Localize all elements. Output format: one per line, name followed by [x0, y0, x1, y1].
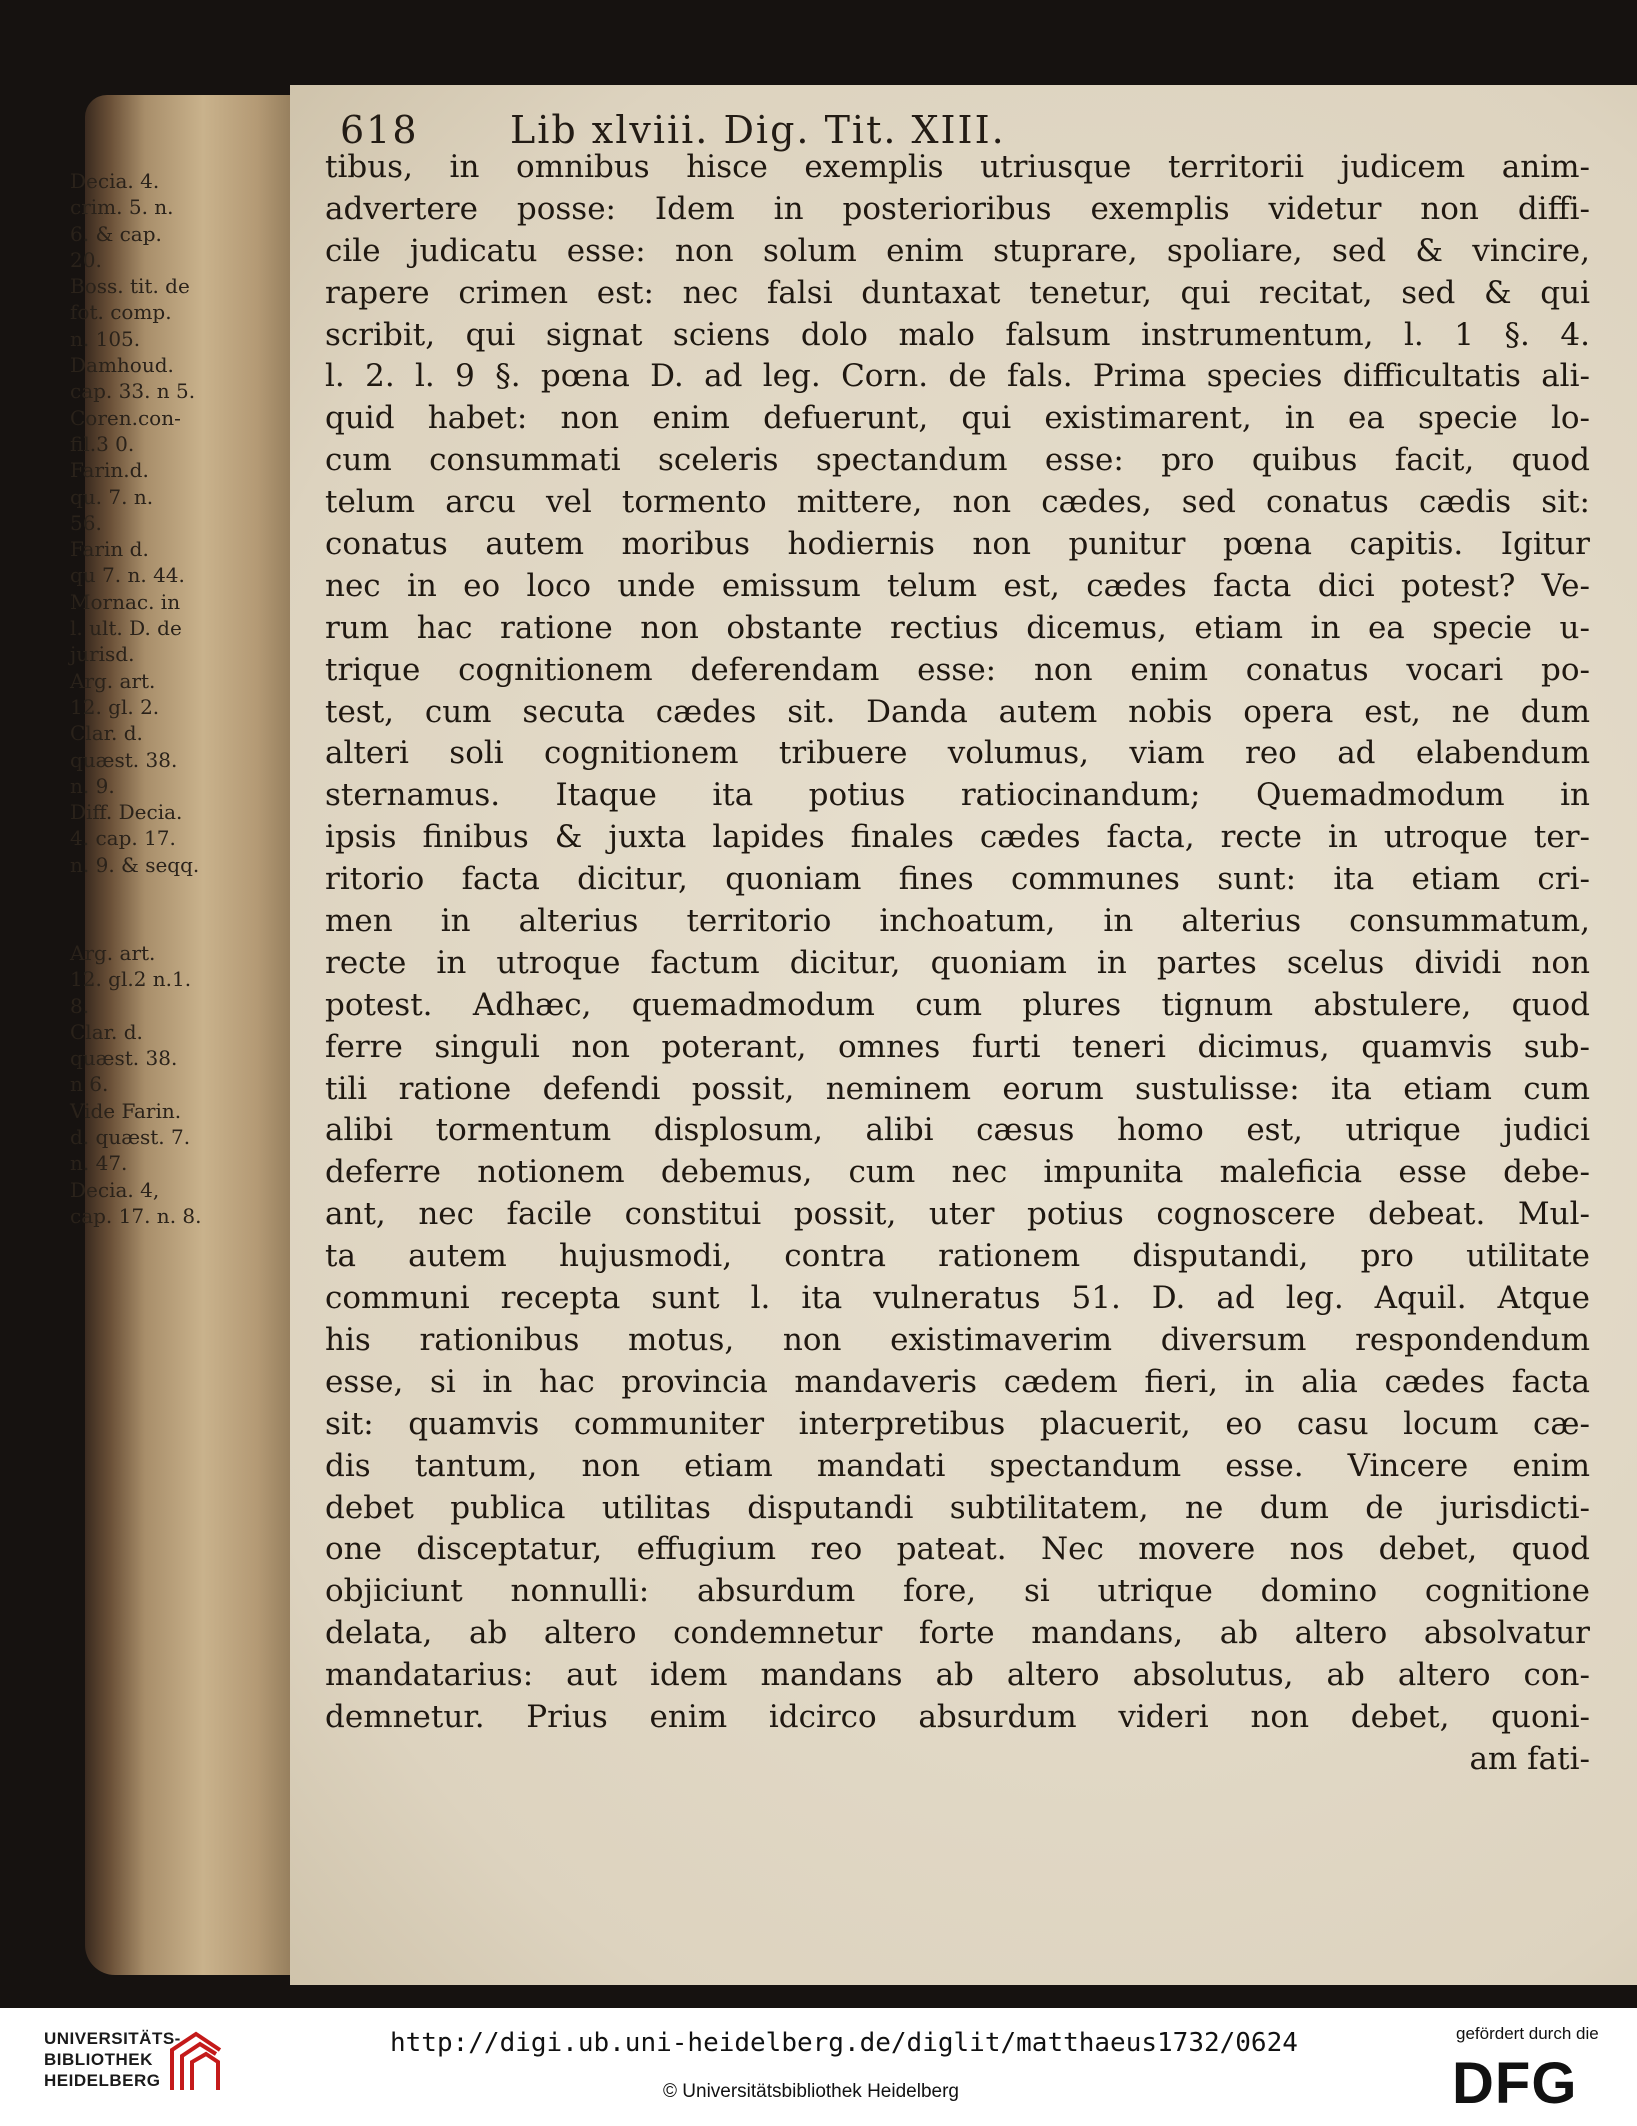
margin-note-line: 12. gl.2 n.1. [70, 967, 192, 992]
margin-note-line: Farin d. [70, 537, 149, 562]
body-text-line: rapere crimen est: nec falsi duntaxat tenetur, qui recitat, sed & qui [325, 274, 1590, 311]
body-text-line: ta autem hujusmodi, contra rationem disputandi, pro utilitate [325, 1238, 1590, 1275]
dfg-logo: DFG [1452, 2051, 1578, 2116]
margin-note-line: fot. comp. [70, 300, 172, 325]
margin-note-line: qu 7. n. 44. [70, 563, 185, 588]
margin-note-line: n. 105. [70, 326, 141, 351]
body-text-line: one disceptatur, effugium reo pateat. Nec movere nos debet, quod [325, 1531, 1590, 1568]
margin-note-line: Diff. Decia. [70, 800, 183, 825]
margin-note-line: cap. 33. n 5. [70, 379, 196, 404]
body-text-line: alibi tormentum displosum, alibi cæsus homo est, utrique judici [325, 1112, 1590, 1149]
body-text-line: telum arcu vel tormento mittere, non cædes, sed conatus cædis sit: [325, 484, 1590, 521]
body-text-line: alteri soli cognitionem tribuere volumus, viam reo ad elabendum [325, 735, 1590, 772]
margin-note-line: n. 47. [70, 1151, 128, 1176]
body-text-line: sit: quamvis communiter interpretibus placuerit, eo casu locum cæ- [325, 1405, 1590, 1442]
body-text-line: dis tantum, non etiam mandati spectandum esse. Vincere enim [325, 1447, 1590, 1484]
margin-note-line: n. 9. [70, 773, 115, 798]
body-text-line: esse, si in hac provincia mandaveris cædem fieri, in alia cædes facta [325, 1363, 1590, 1400]
body-text-line: deferre notionem debemus, cum nec impunita maleficia esse debe- [325, 1154, 1590, 1191]
body-text-line: ritorio facta dicitur, quoniam fines communes sunt: ita etiam cri- [325, 861, 1590, 898]
running-title: Lib xlviii. Dig. Tit. XIII. [510, 108, 1006, 152]
margin-note-line: Arg. art. [70, 941, 156, 965]
body-text-line: trique cognitionem deferendam esse: non enim conatus vocari po- [325, 651, 1590, 688]
margin-note-line: n. 9. & seqq. [70, 852, 200, 877]
body-text-line: nec in eo loco unde emissum telum est, cædes facta dici potest? Ve- [325, 567, 1590, 604]
margin-note-line: Mornac. in [70, 589, 181, 614]
body-text-line: debet publica utilitas disputandi subtilitatem, ne dum de jurisdicti- [325, 1489, 1590, 1526]
margin-note-line: n 6. [70, 1072, 109, 1097]
body-text-line: ipsis finibus & juxta lapides finales cædes facta, recte in utroque ter- [325, 819, 1590, 856]
body-text-line: recte in utroque factum dicitur, quoniam in partes scelus dividi non [325, 944, 1590, 981]
margin-note-line: Farin.d. [70, 458, 149, 483]
body-text-line: mandatarius: aut idem mandans ab altero absolutus, ab altero con- [325, 1657, 1590, 1694]
body-text-line: test, cum secuta cædes sit. Danda autem nobis opera est, ne dum [325, 693, 1590, 730]
body-text-line: l. 2. l. 9 §. pœna D. ad leg. Corn. de fals. Prima species difficultatis ali- [325, 358, 1590, 395]
body-text-line: ant, nec facile constitui possit, uter potius cognoscere debeat. Mul- [325, 1196, 1590, 1233]
library-name-line: HEIDELBERG [44, 2071, 161, 2090]
margin-note-group [70, 940, 310, 1229]
body-text-line: men in alterius territorio inchoatum, in alterius consummatum, [325, 903, 1590, 940]
margin-note-line: qu. 7. n. [70, 484, 154, 509]
margin-note-line: 8. [70, 993, 90, 1018]
margin-note-group [70, 168, 310, 878]
margin-note-line: d. quæst. 7. [70, 1125, 191, 1150]
margin-note-line: Coren.con- [70, 405, 181, 430]
body-text-line: his rationibus motus, non existimaverim diversum respondendum [325, 1321, 1590, 1358]
body-text-line: cum consummati sceleris spectandum esse: pro quibus facit, quod [325, 442, 1590, 479]
body-text-line: cile judicatu esse: non solum enim stuprare, spoliare, sed & vincire, [325, 232, 1590, 269]
margin-note-line: Clar. d. [70, 1019, 143, 1044]
body-text-line: scribit, qui signat sciens dolo malo falsum instrumentum, l. 1 §. 4. [325, 316, 1590, 353]
library-logo-icon [166, 2028, 226, 2096]
margin-note-line: Decia. 4, [70, 1177, 160, 1202]
funder-label: gefördert durch die [1456, 2024, 1599, 2043]
body-text-line: delata, ab altero condemnetur forte mandans, ab altero absolvatur [325, 1615, 1590, 1652]
margin-note-line: Clar. d. [70, 721, 143, 746]
body-text-line: potest. Adhæc, quemadmodum cum plures tignum abstulere, quod [325, 986, 1590, 1023]
page-number: 618 [340, 108, 419, 152]
body-text-line: rum hac ratione non obstante rectius dicemus, etiam in ea specie u- [325, 609, 1590, 646]
margin-note-line: crim. 5. n. [70, 195, 174, 220]
margin-note-line: cap. 17. n. 8. [70, 1203, 202, 1228]
body-text-line: objiciunt nonnulli: absurdum fore, si utrique domino cognitione [325, 1573, 1590, 1610]
margin-note-line: jurisd. [70, 642, 135, 667]
body-text-line: tili ratione defendi possit, neminem eorum sustulisse: ita etiam cum [325, 1070, 1590, 1107]
margin-note-line: Vide Farin. [70, 1098, 182, 1123]
body-text-line: communi recepta sunt l. ita vulneratus 51. D. ad leg. Aquil. Atque [325, 1280, 1590, 1317]
body-text [325, 147, 1590, 1781]
margin-note-line: Decia. 4. [70, 169, 160, 193]
margin-note-line: Damhoud. [70, 353, 174, 378]
margin-note-line: 4. cap. 17. [70, 826, 176, 851]
body-text-line: ferre singuli non poterant, omnes furti teneri dicimus, quamvis sub- [325, 1028, 1590, 1065]
margin-note-line: 6. & cap. [70, 221, 162, 246]
margin-note-line: 56. [70, 510, 102, 535]
body-text-line: advertere posse: Idem in posterioribus exemplis videtur non diffi- [325, 190, 1590, 227]
margin-note-line: fil.3 0. [70, 431, 135, 456]
document-url-link[interactable]: http://digi.ub.uni-heidelberg.de/diglit/matthaeus1732/0624 [390, 2028, 1298, 2058]
body-text-line: tibus, in omnibus hisce exemplis utriusque territorii judicem anim- [325, 149, 1590, 185]
margin-note-line: Boss. tit. de [70, 274, 190, 299]
body-text-line: sternamus. Itaque ita potius ratiocinandum; Quemadmodum in [325, 777, 1590, 814]
body-text-line: quid habet: non enim defuerunt, qui existimarent, in ea specie lo- [325, 400, 1590, 437]
margin-note-line: 12. gl. 2. [70, 694, 160, 719]
margin-note-line: l. ult. D. de [70, 616, 182, 641]
margin-note-line: quæst. 38. [70, 747, 178, 772]
body-text-line: demnetur. Prius enim idcirco absurdum videri non debet, quoni- [325, 1698, 1590, 1735]
body-text-line: conatus autem moribus hodiernis non punitur pœna capitis. Igitur [325, 526, 1590, 563]
body-text-line: am fati- [1469, 1740, 1590, 1777]
footer-bar [0, 2008, 1637, 2126]
library-name-line: BIBLIOTHEK [44, 2050, 153, 2069]
margin-note-line: quæst. 38. [70, 1046, 178, 1071]
copyright-notice: © Universitätsbibliothek Heidelberg [663, 2081, 959, 2102]
margin-note-line: Arg. art. [70, 668, 156, 693]
library-name-line: UNIVERSITÄTS- [44, 2029, 181, 2048]
margin-note-line: 20. [70, 247, 102, 272]
